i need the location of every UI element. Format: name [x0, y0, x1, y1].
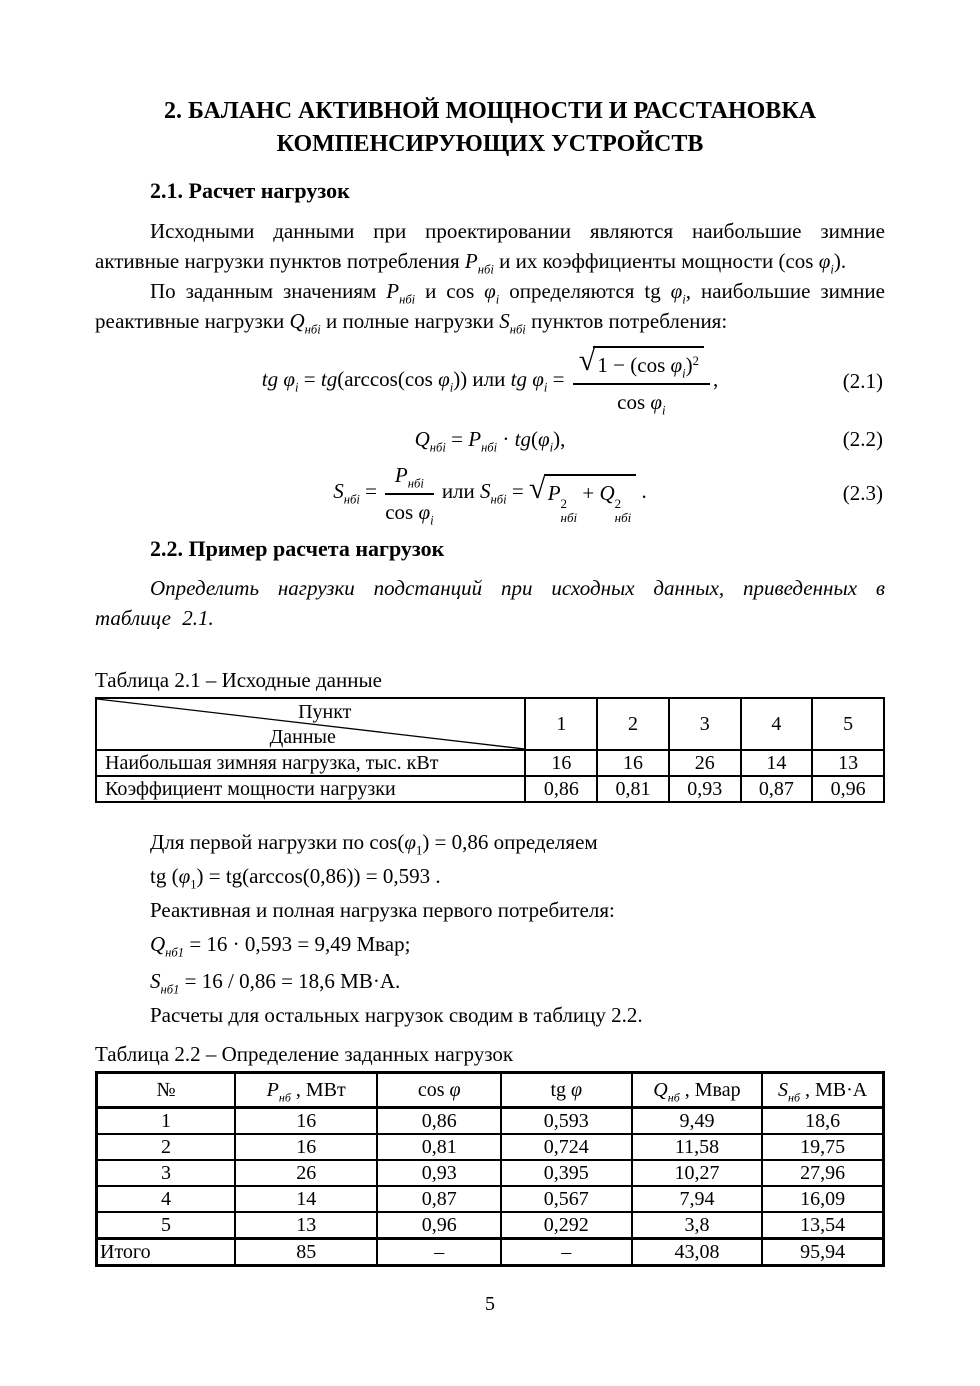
equation-2-1-body [262, 345, 718, 417]
column-header [762, 1073, 883, 1108]
text-segment: нбi [407, 476, 424, 491]
text-segment: S [150, 969, 161, 993]
radicand [593, 346, 704, 380]
text-segment: i [495, 292, 500, 307]
column-header [97, 1073, 236, 1108]
table-cell: 0,81 [597, 776, 669, 802]
table-corner-cell [96, 698, 525, 750]
table-row [97, 1160, 884, 1186]
text-segment: φ [404, 830, 417, 854]
example-line [150, 1000, 885, 1031]
table-cell: 16 [597, 750, 669, 776]
square-root [578, 343, 704, 381]
table-cell: 16,09 [762, 1186, 883, 1212]
text-segment: нб1 [165, 945, 185, 960]
text-segment: φ [178, 864, 191, 888]
text-segment: S [499, 309, 510, 333]
text-segment: Исходными данными при проектировании являются наибольшие зимние активные нагрузки пунктов потребления [95, 219, 885, 273]
row-label: Коэффициент мощности нагрузки [96, 776, 525, 802]
corner-label-bottom: Данные [269, 725, 336, 748]
column-header: 5 [812, 698, 884, 750]
text-segment: ( [531, 427, 538, 451]
example-line [150, 827, 885, 858]
text-segment: i [682, 292, 686, 307]
table-2-1-caption: Таблица 2.1 – Исходные данные [95, 668, 382, 692]
sup-sub-stack [561, 497, 578, 524]
table-row [97, 1212, 884, 1239]
column-header: 3 [669, 698, 741, 750]
paragraph-task: Определить нагрузки подстанций при исходных данных, приведенных в таблице 2.1. [95, 576, 885, 630]
text-segment: i [543, 380, 548, 395]
fraction-numerator [385, 459, 433, 495]
text-segment: 1 [190, 877, 197, 892]
table-cell: 1 [97, 1108, 236, 1135]
text-segment: нб [788, 1089, 801, 1104]
text-segment: φ [283, 366, 296, 391]
example-line [150, 963, 885, 1000]
text-segment: , Мвар [679, 1078, 741, 1101]
table-cell: 0,86 [525, 776, 597, 802]
text-segment: Q [414, 427, 430, 451]
text-segment: φ [670, 279, 683, 303]
column-header: 1 [525, 698, 597, 750]
text-segment: cos [385, 500, 419, 524]
paragraph-given-values [95, 276, 885, 336]
text-segment: tg [514, 427, 531, 451]
text-segment: нб [278, 1089, 291, 1104]
table-cell: 0,87 [377, 1186, 501, 1212]
section-heading-2-2: 2.2. Пример расчета нагрузок [150, 536, 445, 561]
text-segment: , МВт [290, 1078, 346, 1101]
equation-2-3-mid [436, 478, 529, 507]
equation-2-3-body [333, 459, 647, 527]
radical-sign: √ [528, 470, 546, 505]
text-segment: = [506, 478, 529, 503]
table-cell: 14 [741, 750, 813, 776]
table-cell: 0,93 [669, 776, 741, 802]
equation-2-3-tail: . [636, 478, 647, 503]
table-cell: 0,593 [501, 1108, 632, 1135]
text-segment: Q [289, 309, 305, 333]
square-root [528, 470, 636, 525]
text-segment: нбi [429, 440, 446, 455]
text-segment: tg [261, 366, 284, 391]
equation-2-1-tail: , [712, 366, 719, 391]
superscript: 2 [614, 496, 622, 512]
table-cell: 26 [235, 1160, 377, 1186]
equation-2-1 [95, 342, 885, 420]
text-segment: · [497, 427, 515, 451]
superscript: 2 [560, 496, 568, 512]
text-segment: i [430, 513, 434, 528]
text-segment: нб [667, 1089, 680, 1104]
table-row [97, 1108, 884, 1135]
text-segment: φ [571, 1078, 583, 1101]
text-segment: № [156, 1078, 176, 1101]
fraction [573, 345, 710, 417]
text-segment: P [394, 463, 408, 487]
document-title-line1: 2. БАЛАНС АКТИВНОЙ МОЩНОСТИ И РАССТАНОВКА [163, 98, 817, 124]
table-total-row [97, 1239, 884, 1266]
table-cell: 0,395 [501, 1160, 632, 1186]
text-segment: φ [484, 279, 496, 303]
table-cell: 18,6 [762, 1108, 883, 1135]
text-segment: i [682, 366, 686, 381]
equation-2-1-number: (2.1) [842, 369, 883, 393]
text-segment: ). [833, 249, 847, 273]
example-line [150, 926, 885, 963]
table-cell: – [501, 1239, 632, 1266]
table-cell: 3 [97, 1160, 236, 1186]
text-segment: нб1 [160, 982, 180, 997]
table-cell: 7,94 [632, 1186, 763, 1212]
table-cell: 0,93 [377, 1160, 501, 1186]
text-segment: φ [670, 353, 683, 377]
text-segment: , МВ·А [800, 1078, 868, 1101]
fraction-denominator [385, 495, 433, 527]
text-segment: φ [449, 1078, 461, 1101]
section-heading-2-1: 2.1. Расчет нагрузок [150, 178, 350, 203]
text-segment: cos [617, 390, 651, 414]
table-row [96, 698, 884, 750]
text-segment: 1 [416, 843, 423, 858]
table-cell: 14 [235, 1186, 377, 1212]
column-header [501, 1073, 632, 1108]
paragraph-initial-data [95, 216, 885, 276]
text-segment: i [549, 440, 554, 455]
column-header [632, 1073, 763, 1108]
table-cell: 16 [235, 1108, 377, 1135]
table-cell: 4 [97, 1186, 236, 1212]
text-segment: ), [553, 427, 566, 451]
text-segment: = [445, 427, 469, 451]
text-segment: tg [510, 366, 533, 391]
text-segment: Расчеты для остальных нагрузок сводим в таблицу 2.2. [150, 1003, 643, 1027]
plus-sign: + [577, 480, 600, 505]
table-cell: 0,724 [501, 1134, 632, 1160]
equation-2-3 [95, 460, 885, 526]
table-cell: 95,94 [762, 1239, 883, 1266]
column-header [235, 1073, 377, 1108]
table-cell: 3,8 [632, 1212, 763, 1239]
table-cell: 0,96 [377, 1212, 501, 1239]
text-segment: нбi [509, 322, 526, 337]
fraction [385, 459, 433, 527]
p-symbol: P [547, 480, 561, 505]
text-segment: i [830, 262, 834, 277]
table-2-2 [95, 1071, 885, 1267]
table-cell: 0,567 [501, 1186, 632, 1212]
text-segment: 2 [692, 354, 699, 369]
q-symbol: Q [599, 480, 615, 505]
text-segment: tg ( [150, 864, 179, 888]
text-segment: ) = 0,86 определяем [422, 830, 598, 854]
text-segment: , наибольшие зимние реактивные нагрузки [95, 279, 885, 333]
table-header-row [97, 1073, 884, 1108]
text-segment: определяются tg [499, 279, 671, 303]
table-row [96, 776, 884, 802]
table-row [97, 1134, 884, 1160]
radicand [544, 474, 637, 525]
table-cell: 10,27 [632, 1160, 763, 1186]
table-cell: 16 [525, 750, 597, 776]
table-cell: 5 [97, 1212, 236, 1239]
table-cell: Итого [97, 1239, 236, 1266]
table-row [97, 1186, 884, 1212]
text-segment: нбi [477, 262, 494, 277]
table-cell: 0,87 [741, 776, 813, 802]
equation-2-2-body [415, 424, 566, 454]
sup-sub-stack [615, 497, 632, 524]
equation-2-2 [95, 420, 885, 458]
text-segment: P [468, 427, 482, 451]
text-segment: и их коэффициенты мощности (cos [493, 249, 819, 273]
page-number: 5 [485, 1293, 495, 1315]
equation-2-1-lhs [261, 366, 570, 395]
subscript: нбi [560, 509, 578, 525]
text-segment: и полные нагрузки [320, 309, 500, 333]
table-cell: 16 [235, 1134, 377, 1160]
text-segment: cos [417, 1078, 450, 1101]
fraction-numerator [573, 345, 710, 385]
text-segment: Для первой нагрузки по cos( [150, 830, 405, 854]
text-segment: i [662, 403, 666, 418]
text-segment: i [449, 380, 454, 395]
text-segment: tg [320, 366, 338, 391]
text-segment: = 16 / 0,86 = 18,6 МВ·А. [179, 969, 401, 993]
table-cell: 13 [235, 1212, 377, 1239]
column-header: 4 [741, 698, 813, 750]
text-segment: пунктов потребления: [525, 309, 728, 333]
table-2-2-caption: Таблица 2.2 – Определение заданных нагрузок [95, 1042, 514, 1066]
table-cell: 13 [812, 750, 884, 776]
equation-2-2-number: (2.2) [842, 427, 883, 451]
text-segment: (arccos(cos [337, 366, 439, 391]
text-segment: ) [685, 353, 693, 377]
text-segment: По заданным значениям [150, 279, 387, 303]
text-segment: ) = tg(arccos(0,86)) = 0,593 . [196, 864, 441, 888]
subscript: нбi [614, 509, 632, 525]
table-cell: 0,81 [377, 1134, 501, 1160]
text-segment: P [464, 249, 478, 273]
example-line [150, 895, 885, 926]
document-title [95, 95, 885, 161]
text-segment: P [386, 279, 400, 303]
text-segment: = [547, 366, 570, 391]
text-segment: P [266, 1078, 279, 1101]
example-block [95, 827, 885, 1031]
table-cell: 43,08 [632, 1239, 763, 1266]
text-segment: нбi [343, 492, 360, 507]
table-cell: 26 [669, 750, 741, 776]
column-header: 2 [597, 698, 669, 750]
text-segment: = [359, 478, 383, 503]
fraction-denominator [573, 385, 710, 417]
radical-sign: √ [578, 343, 596, 377]
text-segment: φ [418, 500, 431, 524]
document-title-line2: КОМПЕНСИРУЮЩИХ УСТРОЙСТВ [276, 131, 704, 157]
text-segment: = 16 · 0,593 = 9,49 Мвар; [184, 932, 411, 956]
column-header [377, 1073, 501, 1108]
text-segment: = [298, 366, 321, 391]
text-segment: tg [550, 1078, 572, 1101]
table-cell: 11,58 [632, 1134, 763, 1160]
text-segment: 1 − (cos [597, 353, 671, 377]
text-segment: φ [538, 427, 550, 451]
text-segment: S [778, 1078, 789, 1101]
row-label: Наибольшая зимняя нагрузка, тыс. кВт [96, 750, 525, 776]
table-cell: 0,292 [501, 1212, 632, 1239]
equation-2-3-lhs [333, 478, 383, 507]
text-segment: φ [818, 249, 831, 273]
table-cell: – [377, 1239, 501, 1266]
text-segment: Q [150, 932, 166, 956]
text-segment: нбi [490, 492, 507, 507]
example-line [150, 858, 885, 895]
table-row [96, 750, 884, 776]
text-segment: S [480, 478, 491, 503]
text-segment: нбi [304, 322, 321, 337]
table-cell: 19,75 [762, 1134, 883, 1160]
text-segment: i [295, 380, 299, 395]
table-cell: 9,49 [632, 1108, 763, 1135]
equation-2-3-number: (2.3) [842, 481, 883, 505]
table-cell: 2 [97, 1134, 236, 1160]
table-cell: 0,96 [812, 776, 884, 802]
table-cell: 85 [235, 1239, 377, 1266]
table-2-1 [95, 697, 885, 803]
text-segment: Реактивная и полная нагрузка первого потребителя: [150, 898, 615, 922]
text-segment: нбi [481, 440, 498, 455]
text-segment: φ [650, 390, 662, 414]
text-segment: или [436, 478, 481, 503]
text-segment: φ [532, 366, 544, 391]
table-cell: 0,86 [377, 1108, 501, 1135]
text-segment: S [333, 478, 344, 503]
text-segment: и cos [415, 279, 485, 303]
text-segment: )) или [453, 366, 511, 391]
table-cell: 13,54 [762, 1212, 883, 1239]
corner-label-top: Пункт [298, 700, 352, 723]
text-segment: нбi [399, 292, 416, 307]
text-segment: φ [438, 366, 450, 391]
table-cell: 27,96 [762, 1160, 883, 1186]
text-segment: Q [653, 1078, 668, 1101]
